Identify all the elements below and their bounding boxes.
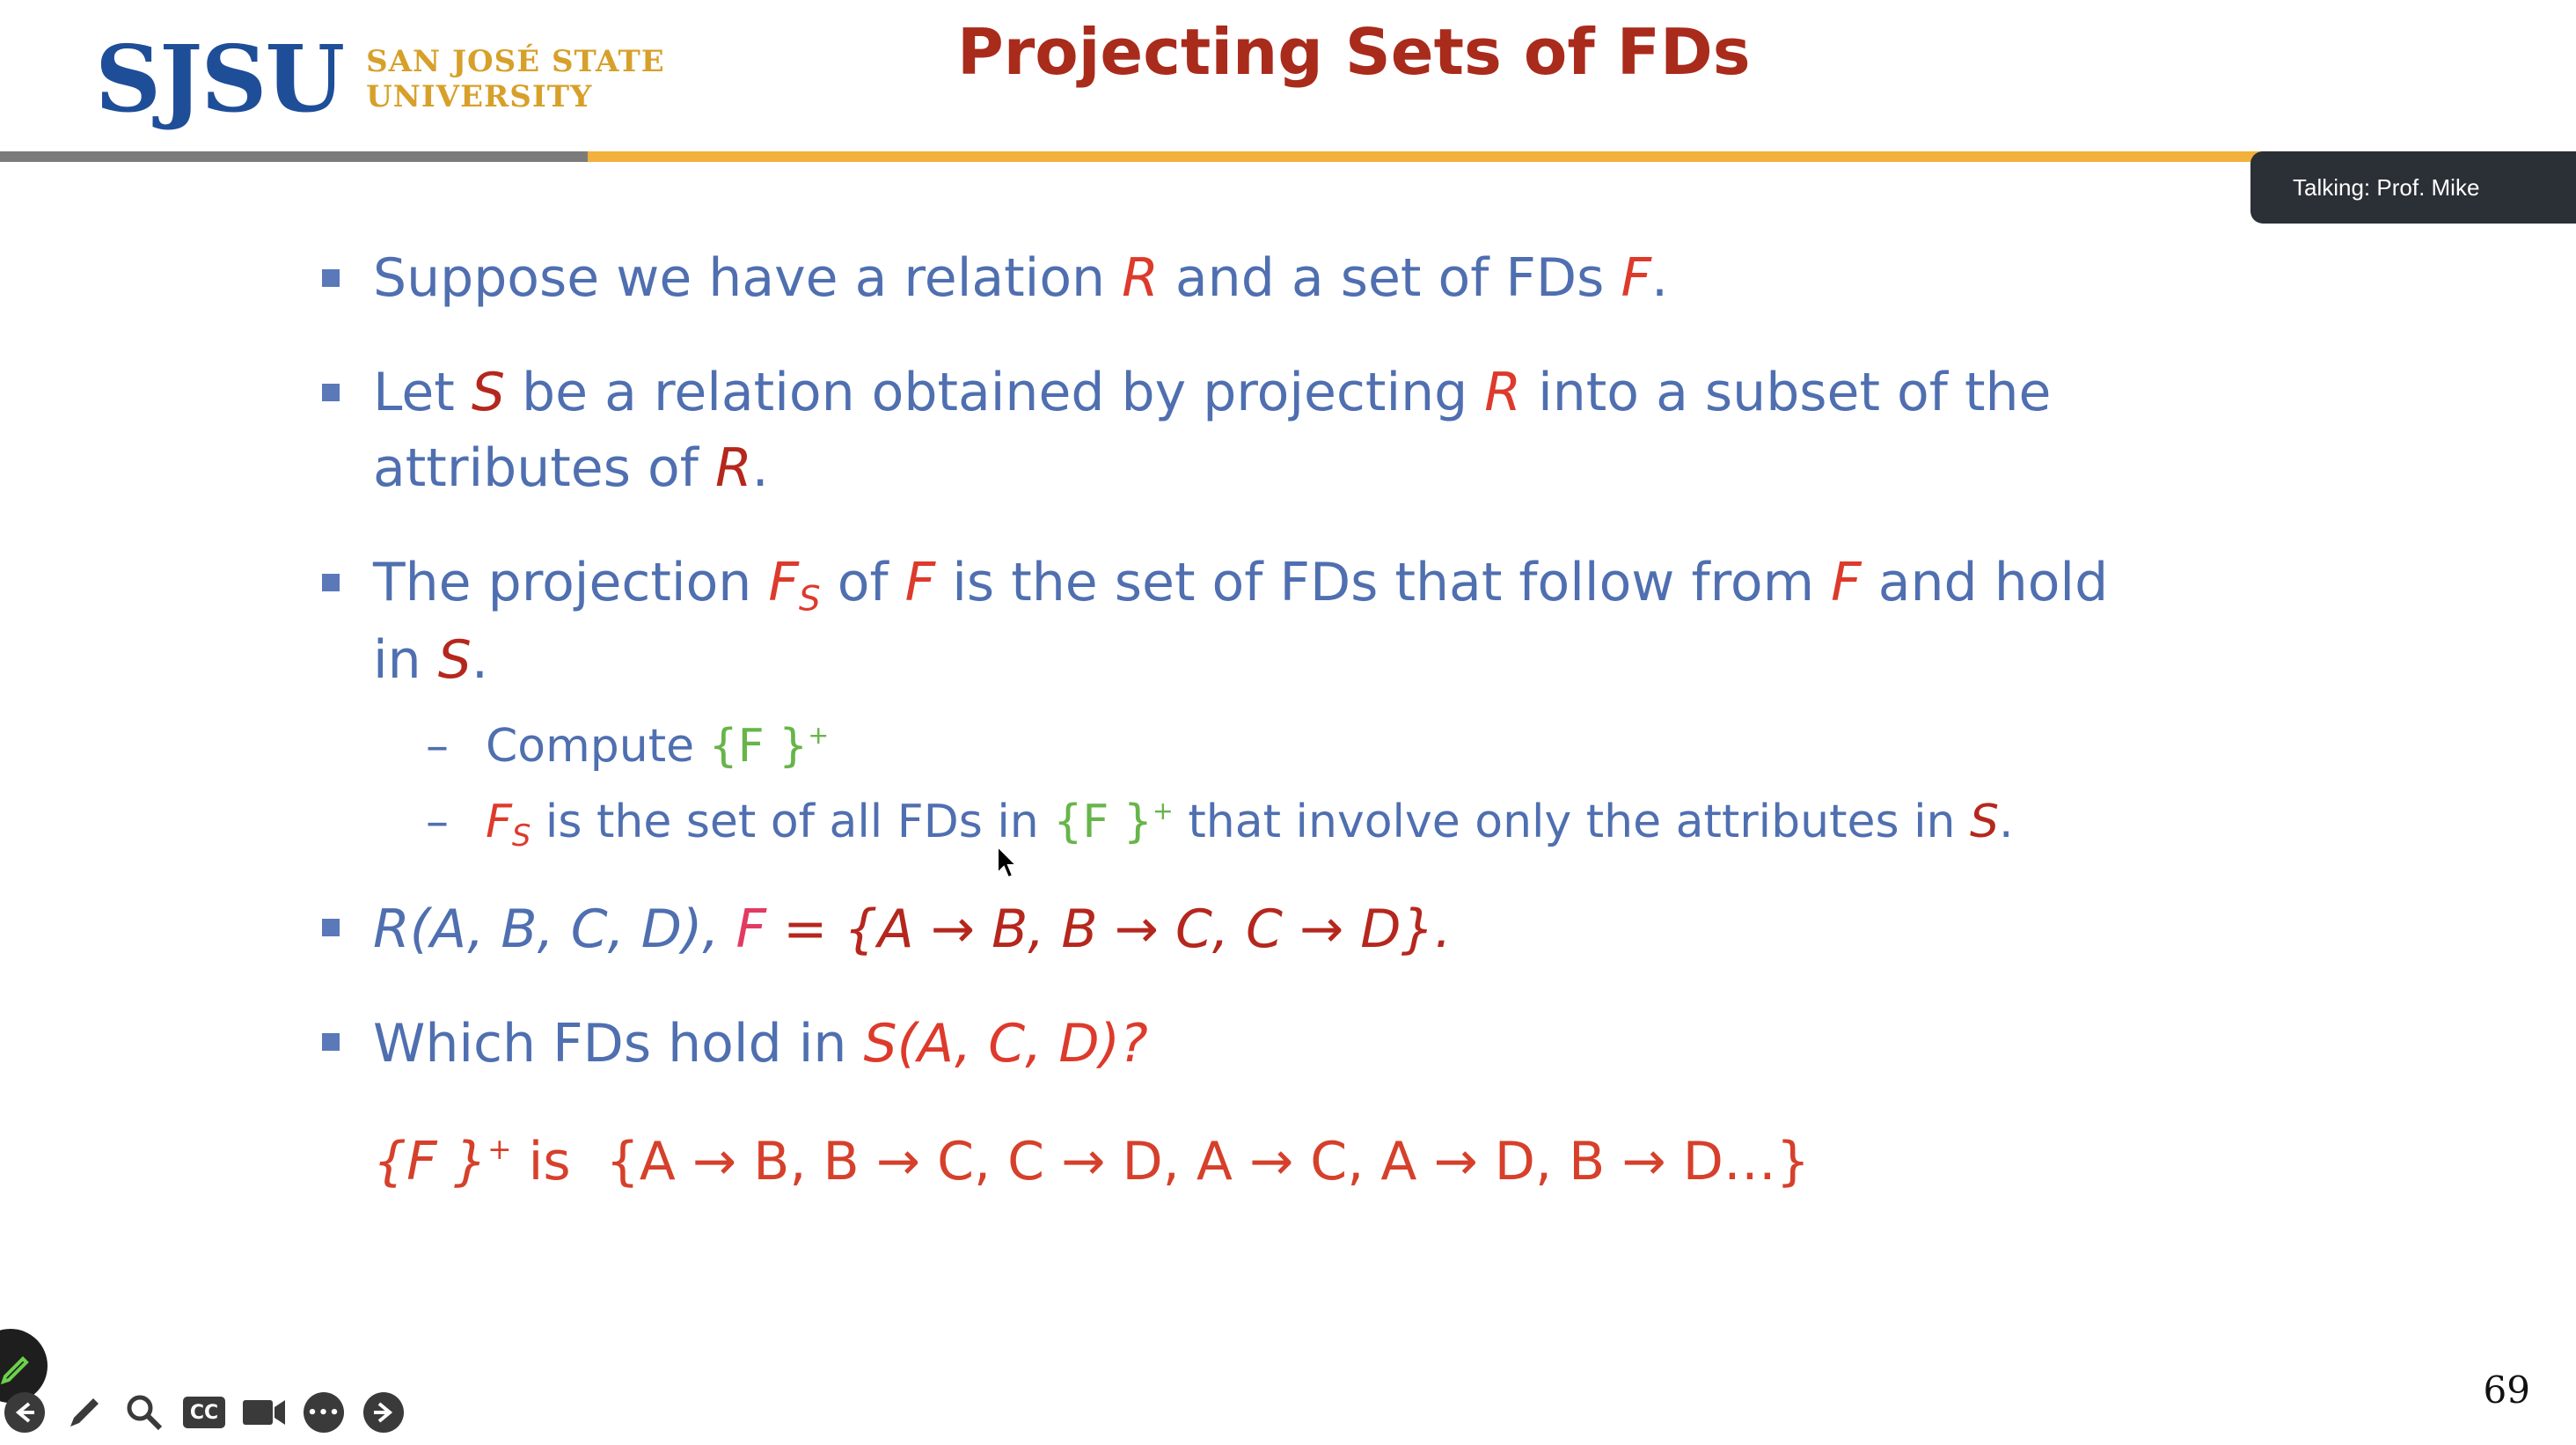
closure-value: {A → B, B → C, C → D, A → C, A → D, B → D…} bbox=[605, 1131, 1811, 1192]
text: attributes of bbox=[373, 437, 715, 499]
closure-plus: + bbox=[808, 719, 830, 750]
closure-line bbox=[373, 1126, 1810, 1197]
header-rule-gray bbox=[0, 151, 588, 162]
text: into a subset of the bbox=[1521, 362, 2052, 423]
bullet-3-cont bbox=[373, 625, 488, 695]
bullet-4 bbox=[373, 894, 1452, 965]
text: Suppose we have a relation bbox=[373, 247, 1123, 309]
subscript-S: S bbox=[511, 818, 531, 854]
back-button[interactable] bbox=[0, 1388, 49, 1437]
slide-title: Projecting Sets of FDs bbox=[957, 15, 1751, 89]
pen-button[interactable] bbox=[60, 1388, 109, 1437]
text: The projection bbox=[373, 552, 769, 613]
text: that involve only the attributes in bbox=[1173, 796, 1971, 848]
var-F: F bbox=[486, 796, 512, 848]
text: is bbox=[511, 1131, 571, 1192]
var-S: S bbox=[437, 629, 472, 691]
var-F: F bbox=[1831, 552, 1862, 613]
text: Let bbox=[373, 362, 472, 423]
var-F: F bbox=[735, 899, 767, 960]
bullet-marker bbox=[322, 384, 340, 401]
sjsu-logo bbox=[95, 26, 665, 132]
bullet-5 bbox=[373, 1009, 1148, 1079]
bullet-3 bbox=[373, 547, 2108, 618]
text: in bbox=[373, 629, 438, 691]
bullet-marker bbox=[322, 1033, 340, 1051]
bullet-marker bbox=[322, 269, 340, 287]
closure-set: {F } bbox=[1053, 796, 1153, 848]
bullet-marker bbox=[322, 574, 340, 591]
var-F: F bbox=[768, 552, 799, 613]
text: . bbox=[1650, 247, 1669, 309]
forward-button[interactable] bbox=[359, 1388, 408, 1437]
zoom-button[interactable] bbox=[120, 1388, 169, 1437]
var-R: R bbox=[1122, 247, 1159, 309]
mouse-cursor-icon bbox=[996, 845, 1019, 884]
text: is the set of FDs that follow from bbox=[935, 552, 1832, 613]
presentation-toolbar bbox=[0, 1382, 419, 1443]
var-F: F bbox=[904, 552, 936, 613]
relation-R: R(A, B, C, D), bbox=[373, 899, 736, 960]
talking-indicator bbox=[2250, 151, 2576, 224]
sub-bullet-dash: – bbox=[426, 720, 449, 773]
logo-line-2: UNIVERSITY bbox=[366, 79, 593, 114]
back-arrow-icon bbox=[4, 1392, 45, 1433]
bullet-2 bbox=[373, 357, 2051, 428]
fd-set: = {A → B, B → C, C → D}. bbox=[766, 899, 1452, 960]
more-button[interactable] bbox=[299, 1388, 348, 1437]
var-R: R bbox=[714, 437, 752, 499]
text: and a set of FDs bbox=[1158, 247, 1621, 309]
var-S: S bbox=[1970, 796, 2000, 848]
talking-label: Talking: Prof. Mike bbox=[2293, 173, 2480, 201]
sub-bullet-1 bbox=[486, 711, 829, 781]
text: Compute bbox=[486, 720, 709, 773]
page-number: 69 bbox=[2483, 1368, 2530, 1412]
more-icon: ••• bbox=[304, 1392, 344, 1433]
bullet-1 bbox=[373, 243, 1668, 313]
video-camera-icon bbox=[241, 1395, 287, 1430]
sub-bullet-dash: – bbox=[426, 796, 449, 848]
subscript-S: S bbox=[798, 579, 821, 620]
var-R: R bbox=[1484, 362, 1521, 423]
text: is the set of all FDs in bbox=[531, 796, 1054, 848]
logo-text bbox=[366, 44, 665, 114]
closure-set: {F } bbox=[373, 1131, 487, 1192]
captions-button[interactable] bbox=[179, 1388, 229, 1437]
closure-set: {F } bbox=[708, 720, 809, 773]
relation-S: S(A, C, D)? bbox=[863, 1013, 1148, 1075]
camera-button[interactable] bbox=[239, 1388, 289, 1437]
text: . bbox=[1999, 796, 2014, 848]
logo-line-1: SAN JOSÉ STATE bbox=[366, 44, 665, 79]
sub-bullet-2 bbox=[486, 787, 2014, 857]
pen-icon bbox=[63, 1391, 106, 1434]
bullet-marker bbox=[322, 919, 340, 936]
var-S: S bbox=[471, 362, 505, 423]
closure-plus: + bbox=[1152, 795, 1174, 825]
closure-plus: + bbox=[487, 1131, 512, 1166]
text: . bbox=[471, 629, 488, 691]
text: . bbox=[751, 437, 769, 499]
text: and hold bbox=[1861, 552, 2109, 613]
magnifier-icon bbox=[123, 1391, 165, 1434]
forward-arrow-icon bbox=[363, 1392, 404, 1433]
var-F: F bbox=[1621, 247, 1651, 309]
text: Which FDs hold in bbox=[373, 1013, 864, 1075]
cc-icon: CC bbox=[183, 1397, 225, 1428]
bullet-2-cont bbox=[373, 433, 769, 503]
logo-mark: SJSU bbox=[95, 25, 344, 133]
text: of bbox=[820, 552, 905, 613]
text: be a relation obtained by projecting bbox=[504, 362, 1485, 423]
